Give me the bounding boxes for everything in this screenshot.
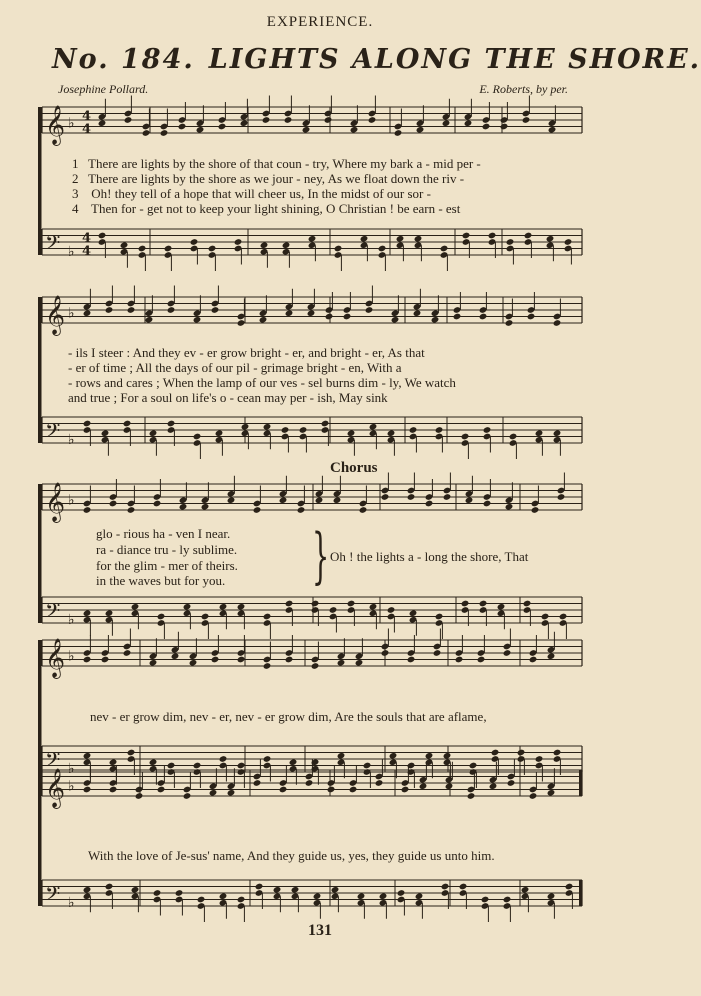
note-head (237, 656, 246, 664)
note-head (365, 306, 374, 314)
note-head (489, 782, 498, 790)
note-head (281, 426, 290, 434)
note-head (237, 762, 246, 770)
author-credit: Josephine Pollard. (58, 82, 149, 96)
note-head (363, 762, 372, 770)
note-head (253, 506, 262, 514)
note-head (149, 659, 158, 667)
note-head (337, 659, 346, 667)
note-head (479, 313, 488, 321)
note-head (193, 762, 202, 770)
note-head (409, 426, 418, 434)
note-head (509, 433, 518, 441)
note-head (98, 232, 107, 240)
bass-clef: 𝄢 (45, 882, 61, 910)
note-head (414, 235, 423, 243)
note-head (83, 752, 92, 760)
note-head (467, 792, 476, 800)
note-head (179, 503, 188, 511)
note-head (343, 313, 352, 321)
note-head (83, 309, 92, 317)
note-head (149, 758, 158, 766)
note-head (284, 116, 293, 124)
note-head (465, 496, 474, 504)
note-head (331, 886, 340, 894)
note-head (123, 420, 132, 428)
note-head (219, 755, 228, 763)
note-head (83, 786, 92, 794)
note-head (289, 758, 298, 766)
note-head (315, 496, 324, 504)
note-head (145, 316, 154, 324)
composer-credit: E. Roberts, by per. (479, 82, 568, 96)
note-head (262, 116, 271, 124)
system-bracket (38, 297, 42, 443)
note-head (127, 749, 136, 757)
note-head (234, 238, 243, 246)
bass-clef: 𝄢 (45, 599, 61, 627)
note-head (477, 656, 486, 664)
note-head (564, 238, 573, 246)
note-head (396, 235, 405, 243)
system-bracket (38, 770, 42, 906)
note-head (127, 306, 136, 314)
note-head (329, 606, 338, 614)
note-head (285, 309, 294, 317)
note-head (327, 786, 336, 794)
note-head (553, 749, 562, 757)
note-head (313, 892, 322, 900)
note-head (109, 786, 118, 794)
flat-key-signature: ♭ (68, 243, 75, 260)
note-head (517, 749, 526, 757)
time-signature-top: 4 (82, 231, 92, 246)
note-head (142, 129, 151, 137)
note-head (109, 758, 118, 766)
note-head (425, 752, 434, 760)
note-head (215, 429, 224, 437)
note-head (324, 116, 333, 124)
note-head (407, 493, 416, 501)
note-head (359, 506, 368, 514)
note-head (211, 656, 220, 664)
note-head (259, 316, 268, 324)
note-head (263, 662, 272, 670)
note-head (149, 429, 158, 437)
note-head (547, 892, 556, 900)
note-head (131, 886, 140, 894)
system-bracket (38, 107, 42, 255)
note-head (291, 886, 300, 894)
note-head (157, 613, 166, 621)
note-head (105, 306, 114, 314)
note-head (240, 119, 249, 127)
note-head (431, 316, 440, 324)
note-head (83, 886, 92, 894)
note-head (138, 245, 147, 253)
verse-1-line-3: glo - rious ha - ven I near. (96, 526, 231, 541)
verse-4-line-1: 4 Then for - get not to keep your light shining, O Christian ! be earn - est (72, 201, 461, 216)
flat-key-signature: ♭ (68, 305, 75, 322)
note-head (219, 603, 228, 611)
note-head (565, 883, 574, 891)
note-head (227, 496, 236, 504)
note-head (461, 600, 470, 608)
note-head (157, 786, 166, 794)
note-head (279, 786, 288, 794)
note-head (201, 613, 210, 621)
note-head (482, 123, 491, 131)
note-head (263, 755, 272, 763)
note-head (546, 235, 555, 243)
treble-clef: 𝄞 (45, 638, 66, 678)
note-head (297, 506, 306, 514)
note-head (219, 892, 228, 900)
note-head (347, 600, 356, 608)
note-head (302, 126, 311, 134)
chorus-line-1: Oh ! the lights a - long the shore, That (330, 549, 529, 564)
note-head (299, 426, 308, 434)
note-head (279, 496, 288, 504)
note-head (127, 506, 136, 514)
note-head (109, 500, 118, 508)
flat-key-signature: ♭ (68, 648, 75, 665)
note-head (83, 506, 92, 514)
note-head (461, 433, 470, 441)
note-head (105, 883, 114, 891)
note-head (164, 245, 173, 253)
note-head (389, 752, 398, 760)
lyric-brace: } (312, 521, 330, 591)
flat-key-signature: ♭ (68, 760, 75, 777)
note-head (369, 603, 378, 611)
note-head (497, 603, 506, 611)
note-head (413, 309, 422, 317)
note-head (241, 423, 250, 431)
note-head (311, 600, 320, 608)
note-head (368, 116, 377, 124)
note-head (375, 779, 384, 787)
final-barline (579, 770, 582, 796)
hymn-number: No. 184. (52, 44, 195, 75)
note-head (521, 886, 530, 894)
verse-1-line-2: - ils I steer : And they ev - er grow bright - er, and bright - er, As that (68, 345, 425, 360)
note-head (333, 496, 342, 504)
note-head (357, 892, 366, 900)
note-head (387, 429, 396, 437)
note-head (196, 126, 205, 134)
note-head (337, 752, 346, 760)
note-head (124, 116, 133, 124)
note-head (505, 319, 514, 327)
page-number: 131 (308, 922, 332, 939)
note-head (193, 316, 202, 324)
note-head (321, 420, 330, 428)
note-head (407, 656, 416, 664)
note-head (523, 600, 532, 608)
note-head (285, 656, 294, 664)
note-head (153, 889, 162, 897)
verse-3-line-3: for the glim - mer of theirs. (96, 558, 238, 573)
note-head (415, 892, 424, 900)
note-head (307, 309, 316, 317)
note-head (135, 792, 144, 800)
verse-1-line-1: 1 There are lights by the shore of that coun - try, Where my bark a - mid per - (72, 156, 481, 171)
note-head (311, 662, 320, 670)
note-head (305, 779, 314, 787)
note-head (263, 613, 272, 621)
note-head (459, 883, 468, 891)
note-head (379, 892, 388, 900)
note-head (505, 503, 514, 511)
note-head (334, 245, 343, 253)
note-head (535, 429, 544, 437)
note-head (491, 749, 500, 757)
note-head (548, 126, 557, 134)
note-head (479, 600, 488, 608)
note-head (535, 755, 544, 763)
verse-3-line-1: 3 Oh! they tell of a hope that will cheer us, In the midst of our sor - (72, 186, 431, 201)
note-head (531, 506, 540, 514)
note-head (397, 889, 406, 897)
note-head (237, 603, 246, 611)
treble-clef: 𝄞 (45, 295, 66, 335)
note-head (153, 500, 162, 508)
note-head (483, 426, 492, 434)
note-head (123, 649, 132, 657)
note-head (189, 659, 198, 667)
note-head (553, 319, 562, 327)
note-head (218, 123, 227, 131)
note-head (360, 235, 369, 243)
note-head (175, 889, 184, 897)
note-head (83, 656, 92, 664)
flat-key-signature: ♭ (68, 778, 75, 795)
note-head (440, 245, 449, 253)
note-head (308, 235, 317, 243)
note-head (541, 613, 550, 621)
note-head (178, 123, 187, 131)
note-head (529, 792, 538, 800)
flat-key-signature: ♭ (68, 492, 75, 509)
note-head (488, 232, 497, 240)
note-head (453, 313, 462, 321)
note-head (481, 896, 490, 904)
note-head (443, 493, 452, 501)
note-head (131, 603, 140, 611)
note-head (443, 752, 452, 760)
treble-clef: 𝄞 (45, 482, 66, 522)
note-head (464, 119, 473, 127)
note-head (529, 656, 538, 664)
note-head (83, 420, 92, 428)
note-head (260, 241, 269, 249)
note-head (347, 429, 356, 437)
flat-key-signature: ♭ (68, 894, 75, 911)
note-head (355, 659, 364, 667)
note-head (441, 883, 450, 891)
note-head (369, 423, 378, 431)
note-head (193, 433, 202, 441)
note-head (201, 503, 210, 511)
note-head (160, 129, 169, 137)
bass-clef: 𝄢 (45, 231, 61, 259)
verse-2-line-2: - er of time ; All the days of our pil - grimage bright - en, With a (68, 360, 402, 375)
note-head (349, 786, 358, 794)
treble-clef: 𝄞 (45, 768, 66, 808)
note-head (455, 656, 464, 664)
bass-clef: 𝄢 (45, 748, 61, 776)
note-head (381, 493, 390, 501)
verse-4-line-3: in the waves but for you. (96, 573, 226, 588)
chorus-label: Chorus (330, 460, 378, 476)
system-bracket (38, 640, 42, 772)
note-head (183, 603, 192, 611)
note-head (167, 762, 176, 770)
note-head (524, 232, 533, 240)
note-head (263, 423, 272, 431)
flat-key-signature: ♭ (68, 431, 75, 448)
note-head (120, 241, 129, 249)
note-head (171, 652, 180, 660)
flat-key-signature: ♭ (68, 611, 75, 628)
note-head (435, 426, 444, 434)
section-header: EXPERIENCE. (266, 14, 374, 30)
note-head (101, 656, 110, 664)
note-head (325, 313, 334, 321)
note-head (208, 245, 217, 253)
note-head (83, 609, 92, 617)
note-head (416, 126, 425, 134)
note-head (190, 238, 199, 246)
note-head (483, 500, 492, 508)
note-head (527, 313, 536, 321)
note-head (401, 786, 410, 794)
note-head (433, 649, 442, 657)
chorus-line-3: With the love of Je-sus' name, And they guide us, yes, they guide us unto him. (88, 848, 495, 863)
note-head (547, 652, 556, 660)
note-head (98, 119, 107, 127)
note-head (394, 129, 403, 137)
time-signature-top: 4 (82, 109, 92, 124)
flat-key-signature: ♭ (68, 115, 75, 132)
note-head (237, 896, 246, 904)
note-head (435, 613, 444, 621)
verse-3-line-2: - rows and cares ; When the lamp of our ves - sel burns dim - ly, We watch (68, 375, 456, 390)
treble-clef: 𝄞 (45, 105, 66, 145)
note-head (381, 649, 390, 657)
hymn-title: LIGHTS ALONG THE SHORE. (208, 44, 701, 75)
note-head (167, 420, 176, 428)
note-head (500, 123, 509, 131)
note-head (507, 779, 516, 787)
time-signature-bottom: 4 (82, 122, 92, 137)
note-head (255, 883, 264, 891)
note-head (425, 500, 434, 508)
note-head (391, 316, 400, 324)
note-head (387, 606, 396, 614)
note-head (101, 429, 110, 437)
note-head (445, 782, 454, 790)
note-head (522, 116, 531, 124)
time-signature-bottom: 4 (82, 244, 92, 259)
note-head (253, 779, 262, 787)
note-head (378, 245, 387, 253)
note-head (105, 609, 114, 617)
bass-clef: 𝄢 (45, 419, 61, 447)
note-head (559, 613, 568, 621)
note-head (409, 609, 418, 617)
note-head (273, 886, 282, 894)
note-head (506, 238, 515, 246)
note-head (442, 119, 451, 127)
note-head (282, 241, 291, 249)
verse-4-line-2: and true ; For a soul on life's o - cean may per - ish, May sink (68, 390, 388, 405)
note-head (350, 126, 359, 134)
note-head (503, 649, 512, 657)
note-head (197, 896, 206, 904)
note-head (469, 762, 478, 770)
note-head (167, 306, 176, 314)
chorus-line-2: nev - er grow dim, nev - er, nev - er grow dim, Are the souls that are aflame, (90, 709, 487, 724)
note-head (183, 792, 192, 800)
note-head (503, 896, 512, 904)
note-head (462, 232, 471, 240)
system-bracket (38, 484, 42, 623)
note-head (237, 319, 246, 327)
note-head (557, 493, 566, 501)
note-head (419, 782, 428, 790)
note-head (553, 429, 562, 437)
verse-2-line-1: 2 There are lights by the shore as we jour - ney, As we float down the riv - (72, 171, 465, 186)
note-head (211, 306, 220, 314)
final-barline (579, 880, 582, 906)
verse-2-line-3: ra - diance tru - ly sublime. (96, 542, 238, 557)
note-head (547, 789, 556, 797)
note-head (227, 789, 236, 797)
note-head (285, 600, 294, 608)
note-head (209, 789, 218, 797)
